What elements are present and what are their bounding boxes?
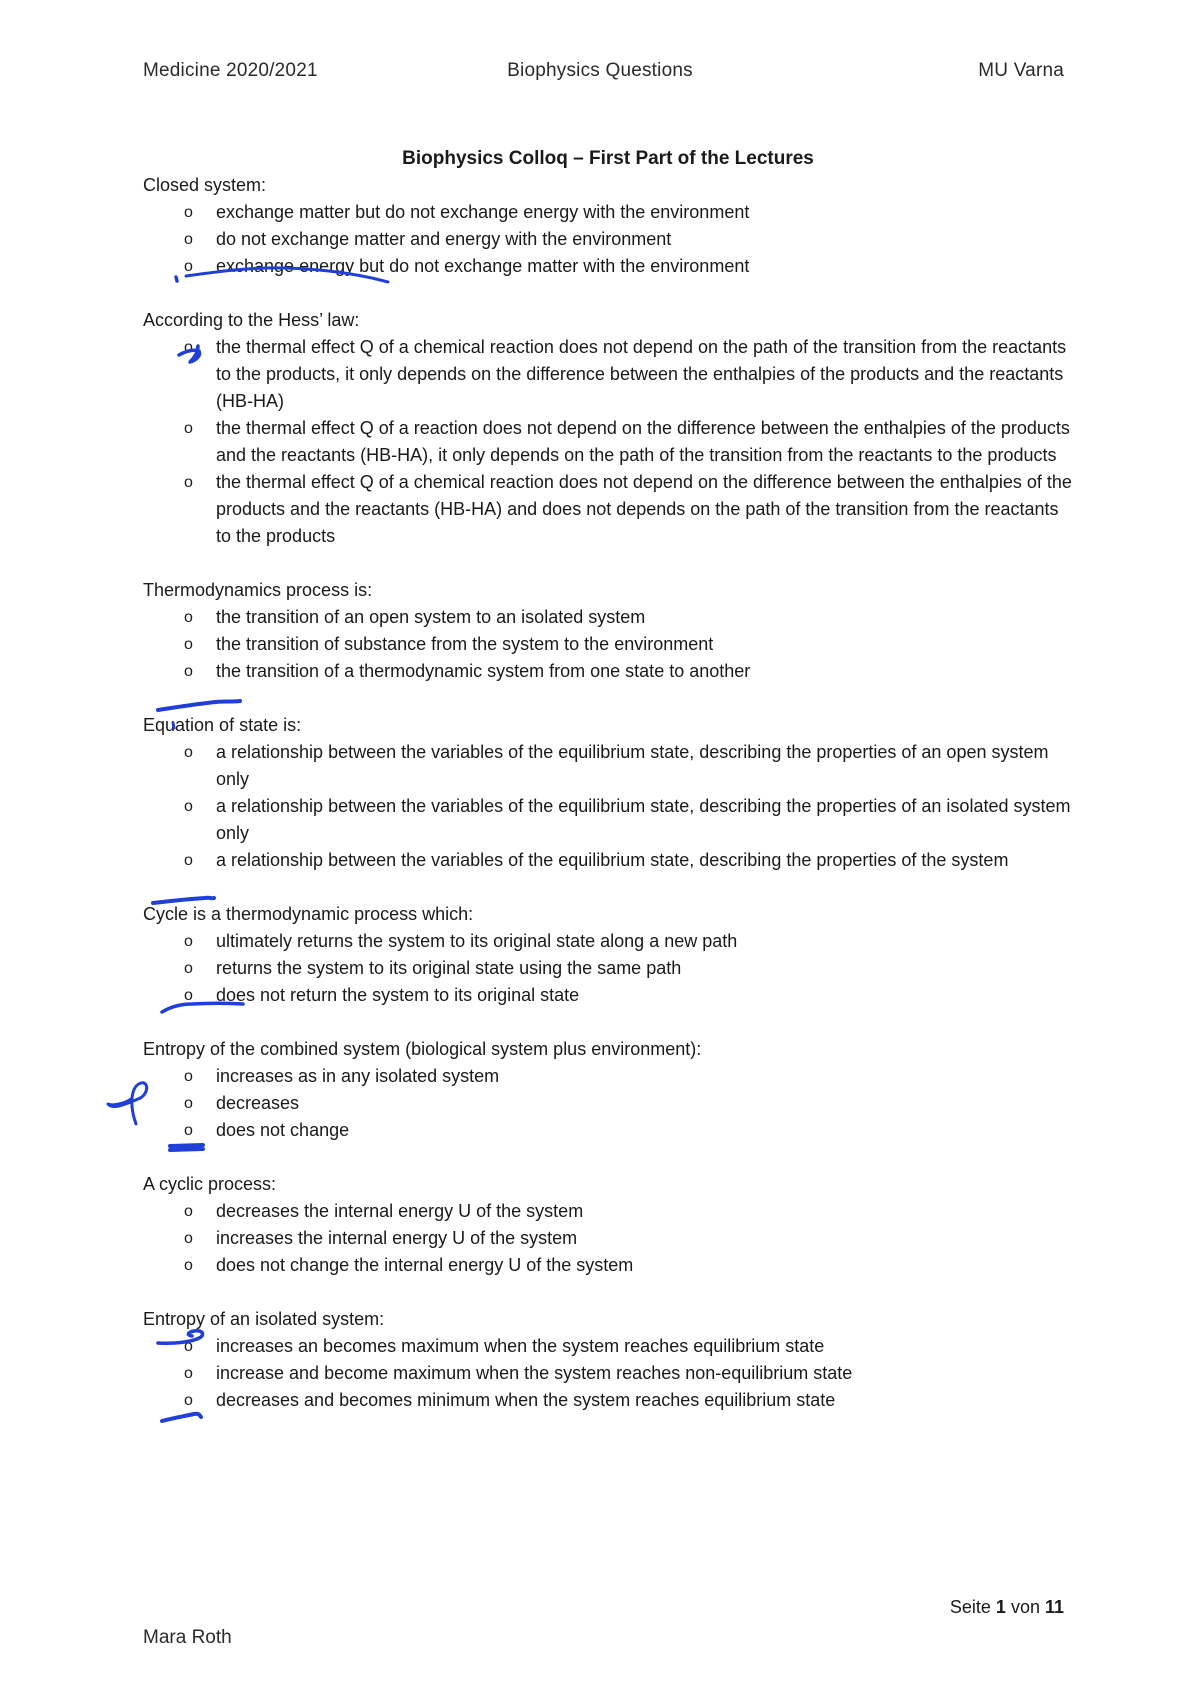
option-text: decreases the internal energy U of the system (216, 1201, 584, 1221)
option-text: increases as in any isolated system (216, 1066, 500, 1086)
answer-option (143, 1360, 1073, 1387)
page-current: 1 (995, 1597, 1006, 1617)
bullet-circle-icon: o (184, 339, 193, 356)
bullet-circle-icon: o (184, 1095, 193, 1112)
option-list (143, 604, 1073, 685)
header-subject: Biophysics Questions (507, 60, 693, 81)
answer-mark-entropy-combined (108, 1083, 147, 1124)
question-block (143, 1036, 1073, 1144)
bullet-circle-icon: o (184, 1230, 193, 1247)
option-text: exchange matter but do not exchange energy with the environment (216, 202, 750, 222)
option-text: the transition of a thermodynamic system from one state to another (216, 661, 751, 681)
page-total: 11 (1044, 1597, 1064, 1617)
question-block (143, 1306, 1073, 1414)
option-text: a relationship between the variables of the equilibrium state, describing the properties of an open system only (216, 742, 1049, 789)
question-block (143, 307, 1073, 550)
option-text: increases an becomes maximum when the system reaches equilibrium state (216, 1336, 825, 1356)
option-list (143, 1198, 1073, 1279)
bullet-circle-icon: o (184, 609, 193, 626)
option-list (143, 1333, 1073, 1414)
bullet-circle-icon: o (184, 744, 193, 761)
answer-option (143, 1198, 1073, 1225)
answer-option (143, 604, 1073, 631)
bullet-circle-icon: o (184, 663, 193, 680)
question-block (143, 577, 1073, 685)
page-number (950, 1597, 1064, 1618)
bullet-circle-icon: o (184, 636, 193, 653)
option-text: ultimately returns the system to its original state along a new path (216, 931, 738, 951)
bullet-circle-icon: o (184, 231, 193, 248)
option-text: does not change (216, 1120, 350, 1140)
bullet-circle-icon: o (184, 852, 193, 869)
option-text: a relationship between the variables of the equilibrium state, describing the properties of an isolated system only (216, 796, 1071, 843)
option-text: the thermal effect Q of a chemical reaction does not depend on the difference between the enthalpies of the products and the reactants (HB-HA) and does not depends on the path of the transition from the reactants to the products (216, 472, 1072, 546)
answer-option (143, 1063, 1073, 1090)
option-list (143, 928, 1073, 1009)
option-text: does not return the system to its original state (216, 985, 580, 1005)
question-sheet (143, 145, 1073, 1414)
option-text: the transition of substance from the system to the environment (216, 634, 714, 654)
question-block (143, 901, 1073, 1009)
answer-option (143, 226, 1073, 253)
option-list (143, 1063, 1073, 1144)
answer-option (143, 469, 1073, 550)
question-text: Entropy of an isolated system: (143, 1309, 385, 1329)
option-text: do not exchange matter and energy with the environment (216, 229, 672, 249)
bullet-circle-icon: o (184, 960, 193, 977)
option-text: returns the system to its original state using the same path (216, 958, 682, 978)
question-text: Entropy of the combined system (biological system plus environment): (143, 1039, 702, 1059)
option-text: decreases (216, 1093, 300, 1113)
option-text: a relationship between the variables of the equilibrium state, describing the properties of the system (216, 850, 1009, 870)
option-list (143, 739, 1073, 874)
page-middle: von (1005, 1597, 1045, 1617)
question-block (143, 712, 1073, 874)
question-text: Cycle is a thermodynamic process which: (143, 904, 474, 924)
option-list (143, 199, 1073, 280)
answer-option (143, 1333, 1073, 1360)
question-text: According to the Hess’ law: (143, 310, 360, 330)
answer-option (143, 1090, 1073, 1117)
header-university: MU Varna (978, 60, 1064, 81)
option-text: the thermal effect Q of a reaction does not depend on the difference between the enthalpies of the products and the reactants (HB-HA), it only depends on the path of the transition from the reactants to the products (216, 418, 1070, 465)
answer-option (143, 253, 1073, 280)
answer-option (143, 928, 1073, 955)
header-course: Medicine 2020/2021 (143, 60, 318, 81)
answer-option (143, 658, 1073, 685)
answer-mark-entropy-isolated (162, 1414, 201, 1421)
question-text: Thermodynamics process is: (143, 580, 373, 600)
option-text: the thermal effect Q of a chemical reaction does not depend on the path of the transition from the reactants to the products, it only depends on the difference between the enthalpies of the products and the reactants (HB-HA) (216, 337, 1067, 411)
answer-option (143, 334, 1073, 415)
answer-option (143, 739, 1073, 793)
question-block (143, 1171, 1073, 1279)
option-list (143, 334, 1073, 550)
bullet-circle-icon: o (184, 1122, 193, 1139)
answer-option (143, 1252, 1073, 1279)
option-text: increases the internal energy U of the system (216, 1228, 578, 1248)
page-prefix: Seite (949, 1597, 996, 1617)
answer-option (143, 1117, 1073, 1144)
bullet-circle-icon: o (184, 1203, 193, 1220)
answer-option (143, 415, 1073, 469)
bullet-circle-icon: o (184, 1365, 193, 1382)
bullet-circle-icon: o (184, 798, 193, 815)
bullet-circle-icon: o (184, 987, 193, 1004)
bullet-circle-icon: o (184, 258, 193, 275)
option-text: decreases and becomes minimum when the system reaches equilibrium state (216, 1390, 836, 1410)
bullet-circle-icon: o (184, 1257, 193, 1274)
document-title: Biophysics Colloq – First Part of the Lectures (402, 148, 814, 169)
answer-option (143, 847, 1073, 874)
bullet-circle-icon: o (184, 1338, 193, 1355)
bullet-circle-icon: o (184, 204, 193, 221)
bullet-circle-icon: o (184, 1068, 193, 1085)
bullet-circle-icon: o (184, 933, 193, 950)
answer-option (143, 199, 1073, 226)
answer-option (143, 1387, 1073, 1414)
question-text: Equation of state is: (143, 715, 302, 735)
option-text: the transition of an open system to an isolated system (216, 607, 646, 627)
bullet-circle-icon: o (184, 1392, 193, 1409)
option-text: does not change the internal energy U of the system (216, 1255, 634, 1275)
option-text: increase and become maximum when the system reaches non-equilibrium state (216, 1363, 853, 1383)
answer-option (143, 793, 1073, 847)
answer-option (143, 631, 1073, 658)
footer-author: Mara Roth (143, 1627, 232, 1648)
question-text: A cyclic process: (143, 1174, 277, 1194)
bullet-circle-icon: o (184, 420, 193, 437)
answer-option (143, 955, 1073, 982)
question-block (143, 172, 1073, 280)
option-text: exchange energy but do not exchange matter with the environment (216, 256, 750, 276)
bullet-circle-icon: o (184, 474, 193, 491)
answer-option (143, 1225, 1073, 1252)
question-text: Closed system: (143, 175, 267, 195)
answer-option (143, 982, 1073, 1009)
